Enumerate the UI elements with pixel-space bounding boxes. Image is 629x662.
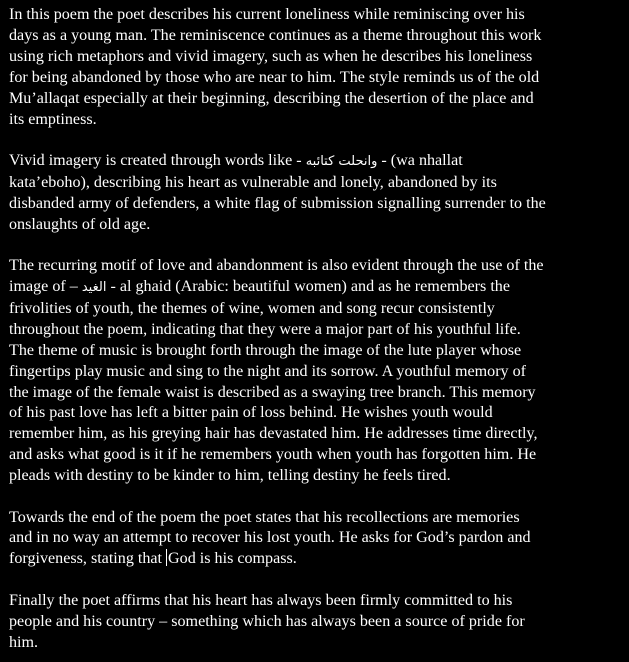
text-line: In this poem the poet describes his current loneliness while reminiscing over his (9, 6, 525, 23)
text-line: disbanded army of defenders, a white flag of submission signalling surrender to the (9, 194, 546, 212)
text-line (9, 549, 623, 570)
text-line: The theme of music is brought forth through the image of the lute player whose (9, 341, 522, 359)
text-segment: God is his compass. (168, 550, 297, 568)
text-line: Finally the poet affirms that his heart has always been firmly committed to his (9, 591, 513, 609)
text-line: Mu’allaqat especially at their beginning, describing the desertion of the place and (9, 89, 534, 107)
text-segment: image of – (9, 277, 82, 295)
text-line: and asks what good is it if he remembers youth when youth has forgotten him. He (9, 446, 537, 464)
arabic-phrase: وانحلت كتائبه (305, 153, 378, 169)
paragraph-imagery (9, 151, 623, 236)
text-line: kata’eboho), describing his heart as vulnerable and lonely, abandoned by its (9, 173, 497, 191)
text-line: fingertips play music and sing to the night and its sorrow. A youthful memory of (9, 362, 527, 380)
paragraph-conclusion (9, 591, 623, 654)
text-segment: Vivid imagery is created through words like - (9, 151, 306, 169)
text-line: using rich metaphors and vivid imagery, such as when he describes his loneliness (9, 47, 533, 65)
text-segment: - (wa nhallat (377, 151, 463, 169)
paragraph-recollections (9, 508, 623, 571)
text-segment: forgiveness, stating that (9, 550, 167, 568)
text-line: pleads with destiny to be kinder to him, telling destiny he feels tired. (9, 467, 451, 485)
text-line: for being abandoned by those who are near to him. The style reminds us of the old (9, 68, 540, 86)
paragraph-intro (9, 5, 623, 130)
text-line: The recurring motif of love and abandonment is also evident through the use of the (9, 257, 544, 275)
text-line: throughout the poem, indicating that they were a major part of his youthful life. (9, 320, 521, 338)
text-line (9, 277, 623, 299)
text-line: its emptiness. (9, 110, 97, 128)
text-segment: - al ghaid (Arabic: beautiful women) and as he remembers the (106, 277, 510, 295)
arabic-word: الغيد (81, 279, 107, 295)
text-line: frivolities of youth, the themes of wine, women and song recur consistently (9, 299, 495, 317)
text-line: of his past love has left a bitter pain of loss behind. He wishes youth would (9, 404, 493, 422)
text-line: and in no way an attempt to recover his lost youth. He asks for God’s pardon and (9, 529, 531, 547)
text-line: him. (9, 633, 39, 651)
text-line: people and his country – something which has always been a source of pride for (9, 612, 525, 630)
text-cursor (166, 549, 167, 566)
text-line: onslaughts of old age. (9, 215, 151, 233)
text-line: remember him, as his greying hair has devastated him. He addresses time directly, (9, 425, 538, 443)
text-line: days as a young man. The reminiscence continues as a theme throughout this work (9, 26, 542, 44)
text-line: Towards the end of the poem the poet states that his recollections are memories (9, 508, 520, 526)
text-line: the image of the female waist is described as a swaying tree branch. This memory (9, 383, 536, 401)
paragraph-motif (9, 256, 623, 487)
text-line (9, 151, 623, 173)
